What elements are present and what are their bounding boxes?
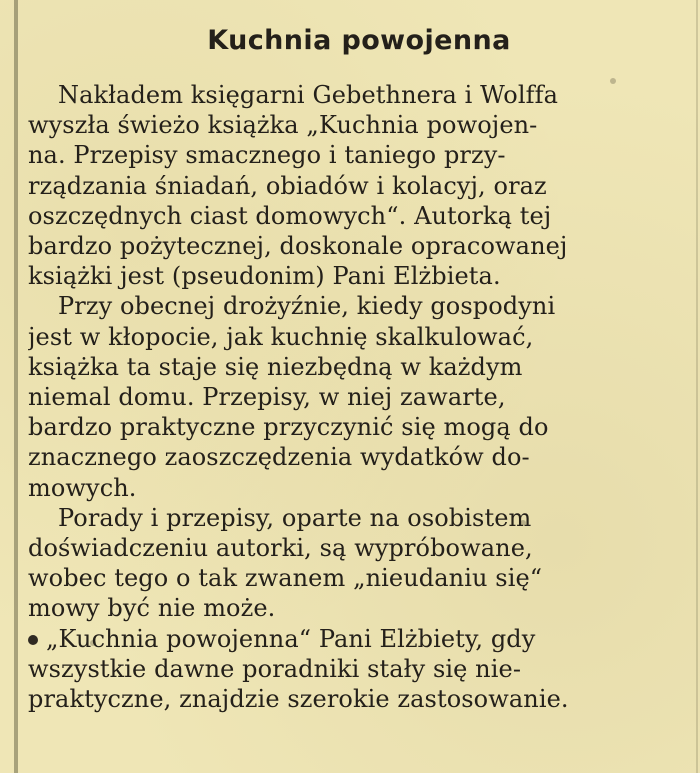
- article-line: mowy być nie może.: [28, 594, 276, 623]
- article-line: książka ta staje się niezbędną w każdym: [28, 352, 523, 381]
- article-line: niemal domu. Przepisy, w niej zawarte,: [28, 383, 506, 412]
- article-line: oszczędnych ciast domowych“. Autorką tej: [28, 201, 552, 230]
- ink-speck: [90, 640, 96, 646]
- article-line: wyszła świeżo książka „Kuchnia powojen-: [28, 111, 538, 140]
- ink-speck: [520, 520, 526, 526]
- article-line-text: „Kuchnia powojenna“ Pani Elżbiety, gdy: [46, 624, 536, 653]
- article-line: książki jest (pseudonim) Pani Elżbieta.: [28, 262, 501, 291]
- article-line: praktyczne, znajdzie szerokie zastosowanie.: [28, 685, 569, 714]
- article: [28, 24, 690, 714]
- article-line: wszystkie dawne poradniki stały się nie-: [28, 654, 522, 683]
- article-body: [28, 80, 690, 714]
- ink-speck: [610, 78, 616, 84]
- article-line: wobec tego o tak zwanem „nieudaniu się“: [28, 564, 543, 593]
- article-line: [28, 624, 690, 654]
- article-line: na. Przepisy smacznego i taniego przy-: [28, 141, 506, 170]
- article-line: Nakładem księgarni Gebethnera i Wolffa: [58, 81, 558, 109]
- article-line: Przy obecnej drożyźnie, kiedy gospodyni: [58, 292, 556, 321]
- article-line: jest w kłopocie, jak kuchnię skalkulować,: [28, 322, 534, 351]
- article-line: znacznego zaoszczędzenia wydatków do-: [28, 443, 530, 472]
- article-title: Kuchnia powojenna: [207, 25, 511, 56]
- article-line: bardzo praktyczne przyczynić się mogą do: [28, 413, 549, 442]
- ink-dot-marker: [28, 635, 38, 645]
- article-line: doświadczeniu autorki, są wypróbowane,: [28, 534, 533, 563]
- article-line: Porady i przepisy, oparte na osobistem: [58, 503, 532, 532]
- article-line: rządzania śniadań, obiadów i kolacyj, oraz: [28, 171, 547, 200]
- article-line: mowych.: [28, 473, 137, 502]
- column-divider-left: [14, 0, 18, 773]
- article-line: bardzo pożytecznej, doskonale opracowanej: [28, 232, 568, 261]
- column-divider-right: [696, 0, 698, 773]
